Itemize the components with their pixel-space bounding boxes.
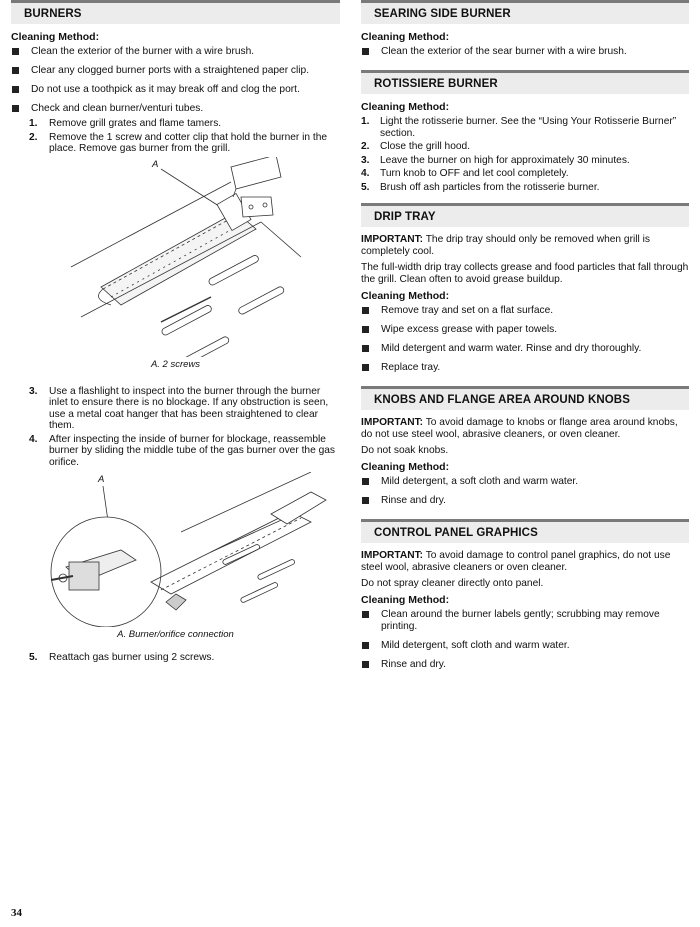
searing-method-label: Cleaning Method: xyxy=(361,31,450,43)
step-number: 1. xyxy=(361,116,370,127)
list-item xyxy=(29,386,340,432)
list-item: Mild detergent and warm water. Rinse and dry thoroughly. xyxy=(361,343,689,355)
list-item xyxy=(361,182,689,194)
list-item: Mild detergent, a soft cloth and warm water. xyxy=(361,476,689,488)
step-text: Remove the 1 screw and cotter clip that hold the burner in the place. Remove gas burner from the grill. xyxy=(49,131,328,154)
step-number: 2. xyxy=(29,131,38,143)
step-number: 3. xyxy=(361,154,370,166)
important-text: To avoid damage to control panel graphics, do not use steel wool, abrasive cleaners or oven cleaner. xyxy=(361,550,671,573)
orifice-connection-illustration xyxy=(11,472,340,627)
figure-callout: A xyxy=(98,474,105,485)
step-text: Reattach gas burner using 2 screws. xyxy=(49,652,215,663)
figure-callout: A xyxy=(152,158,159,170)
burners-steps-b xyxy=(11,386,340,469)
knobs-important-note xyxy=(361,417,689,441)
important-text: The drip tray should only be removed when grill is completely cool. xyxy=(361,234,650,257)
step-number: 5. xyxy=(29,652,38,663)
list-item: Replace tray. xyxy=(361,362,689,374)
list-item: Wipe excess grease with paper towels. xyxy=(361,324,689,336)
rotisserie-method-label: Cleaning Method: xyxy=(361,101,450,113)
step-number: 4. xyxy=(361,168,370,179)
drip-tray-heading: DRIP TRAY xyxy=(361,203,689,227)
important-text: To avoid damage to knobs or flange area around knobs, do not use steel wool, abrasive cleaners, or oven cleaner. xyxy=(361,417,678,440)
step-text: Leave the burner on high for approximately 30 minutes. xyxy=(380,154,630,166)
right-column xyxy=(361,0,689,678)
drip-method-label: Cleaning Method: xyxy=(361,290,450,302)
step-text: After inspecting the inside of burner for blockage, reassemble burner by sliding the middle tube of the gas burner over the gas orifice. xyxy=(49,433,335,468)
list-item xyxy=(361,141,689,153)
orifice-connection-figure xyxy=(11,472,340,627)
step-number: 3. xyxy=(29,385,38,397)
step-text: Brush off ash particles from the rotisserie burner. xyxy=(380,181,600,193)
list-item: Clean the exterior of the sear burner with a wire brush. xyxy=(361,46,689,58)
drip-paragraph: The full-width drip tray collects grease and food particles that fall through the grill. Clean often to avoid grease buildup. xyxy=(361,262,689,285)
important-label: IMPORTANT: xyxy=(361,550,424,561)
step-number: 1. xyxy=(29,118,38,129)
searing-heading: SEARING SIDE BURNER xyxy=(361,0,689,24)
drip-important-note xyxy=(361,234,689,258)
step-number: 2. xyxy=(361,141,370,152)
burners-bullet-list xyxy=(11,46,340,115)
searing-bullet-list xyxy=(361,46,689,58)
figure-caption: A. 2 screws xyxy=(150,358,201,370)
step-number: 5. xyxy=(361,181,370,193)
burners-method-label: Cleaning Method: xyxy=(11,31,100,43)
list-item xyxy=(29,652,340,664)
step-text: Turn knob to OFF and let cool completely. xyxy=(380,168,569,179)
rotisserie-steps xyxy=(361,116,689,193)
list-item xyxy=(29,132,340,155)
list-item: Rinse and dry. xyxy=(361,495,689,507)
panel-method-label: Cleaning Method: xyxy=(361,594,450,606)
burners-steps-c xyxy=(11,652,340,664)
important-label: IMPORTANT: xyxy=(361,417,424,428)
drip-bullet-list xyxy=(361,305,689,374)
knobs-paragraph: Do not soak knobs. xyxy=(361,445,449,456)
knobs-bullet-list xyxy=(361,476,689,507)
list-item: Check and clean burner/venturi tubes. xyxy=(11,103,340,115)
rotisserie-heading: ROTISSIERE BURNER xyxy=(361,70,689,94)
burners-steps-a xyxy=(11,118,340,155)
list-item xyxy=(361,155,689,167)
step-text: Close the grill hood. xyxy=(380,141,471,152)
figure-caption: A. Burner/orifice connection xyxy=(117,629,234,640)
important-label: IMPORTANT: xyxy=(361,234,424,245)
list-item: Clear any clogged burner ports with a straightened paper clip. xyxy=(11,65,340,77)
burner-removal-figure xyxy=(11,157,340,357)
panel-paragraph: Do not spray cleaner directly onto panel. xyxy=(361,578,544,589)
list-item xyxy=(29,118,340,130)
step-text: Use a flashlight to inspect into the burner through the burner inlet to ensure there is no blockage. If any obstruction is seen, use a metal coat hanger that has been straightened to clear them. xyxy=(49,385,329,431)
list-item: Rinse and dry. xyxy=(361,659,689,671)
list-item: Mild detergent, soft cloth and warm water. xyxy=(361,640,689,652)
list-item xyxy=(361,168,689,180)
list-item xyxy=(361,116,689,139)
list-item: Do not use a toothpick as it may break off and clog the port. xyxy=(11,84,340,96)
knobs-method-label: Cleaning Method: xyxy=(361,461,450,473)
control-panel-heading: CONTROL PANEL GRAPHICS xyxy=(361,519,689,543)
left-column xyxy=(11,0,340,666)
panel-important-note xyxy=(361,550,689,574)
step-text: Remove grill grates and flame tamers. xyxy=(49,118,222,129)
step-text: Light the rotisserie burner. See the “Using Your Rotisserie Burner” section. xyxy=(380,116,677,139)
burner-screws-illustration xyxy=(11,157,340,357)
knobs-heading: KNOBS AND FLANGE AREA AROUND KNOBS xyxy=(361,386,689,410)
list-item: Clean around the burner labels gently; scrubbing may remove printing. xyxy=(361,609,689,633)
list-item: Remove tray and set on a flat surface. xyxy=(361,305,689,317)
burners-heading: BURNERS xyxy=(11,0,340,24)
panel-bullet-list xyxy=(361,609,689,671)
list-item: Clean the exterior of the burner with a wire brush. xyxy=(11,46,340,58)
page-number: 34 xyxy=(11,907,22,919)
step-number: 4. xyxy=(29,433,38,445)
list-item xyxy=(29,434,340,469)
